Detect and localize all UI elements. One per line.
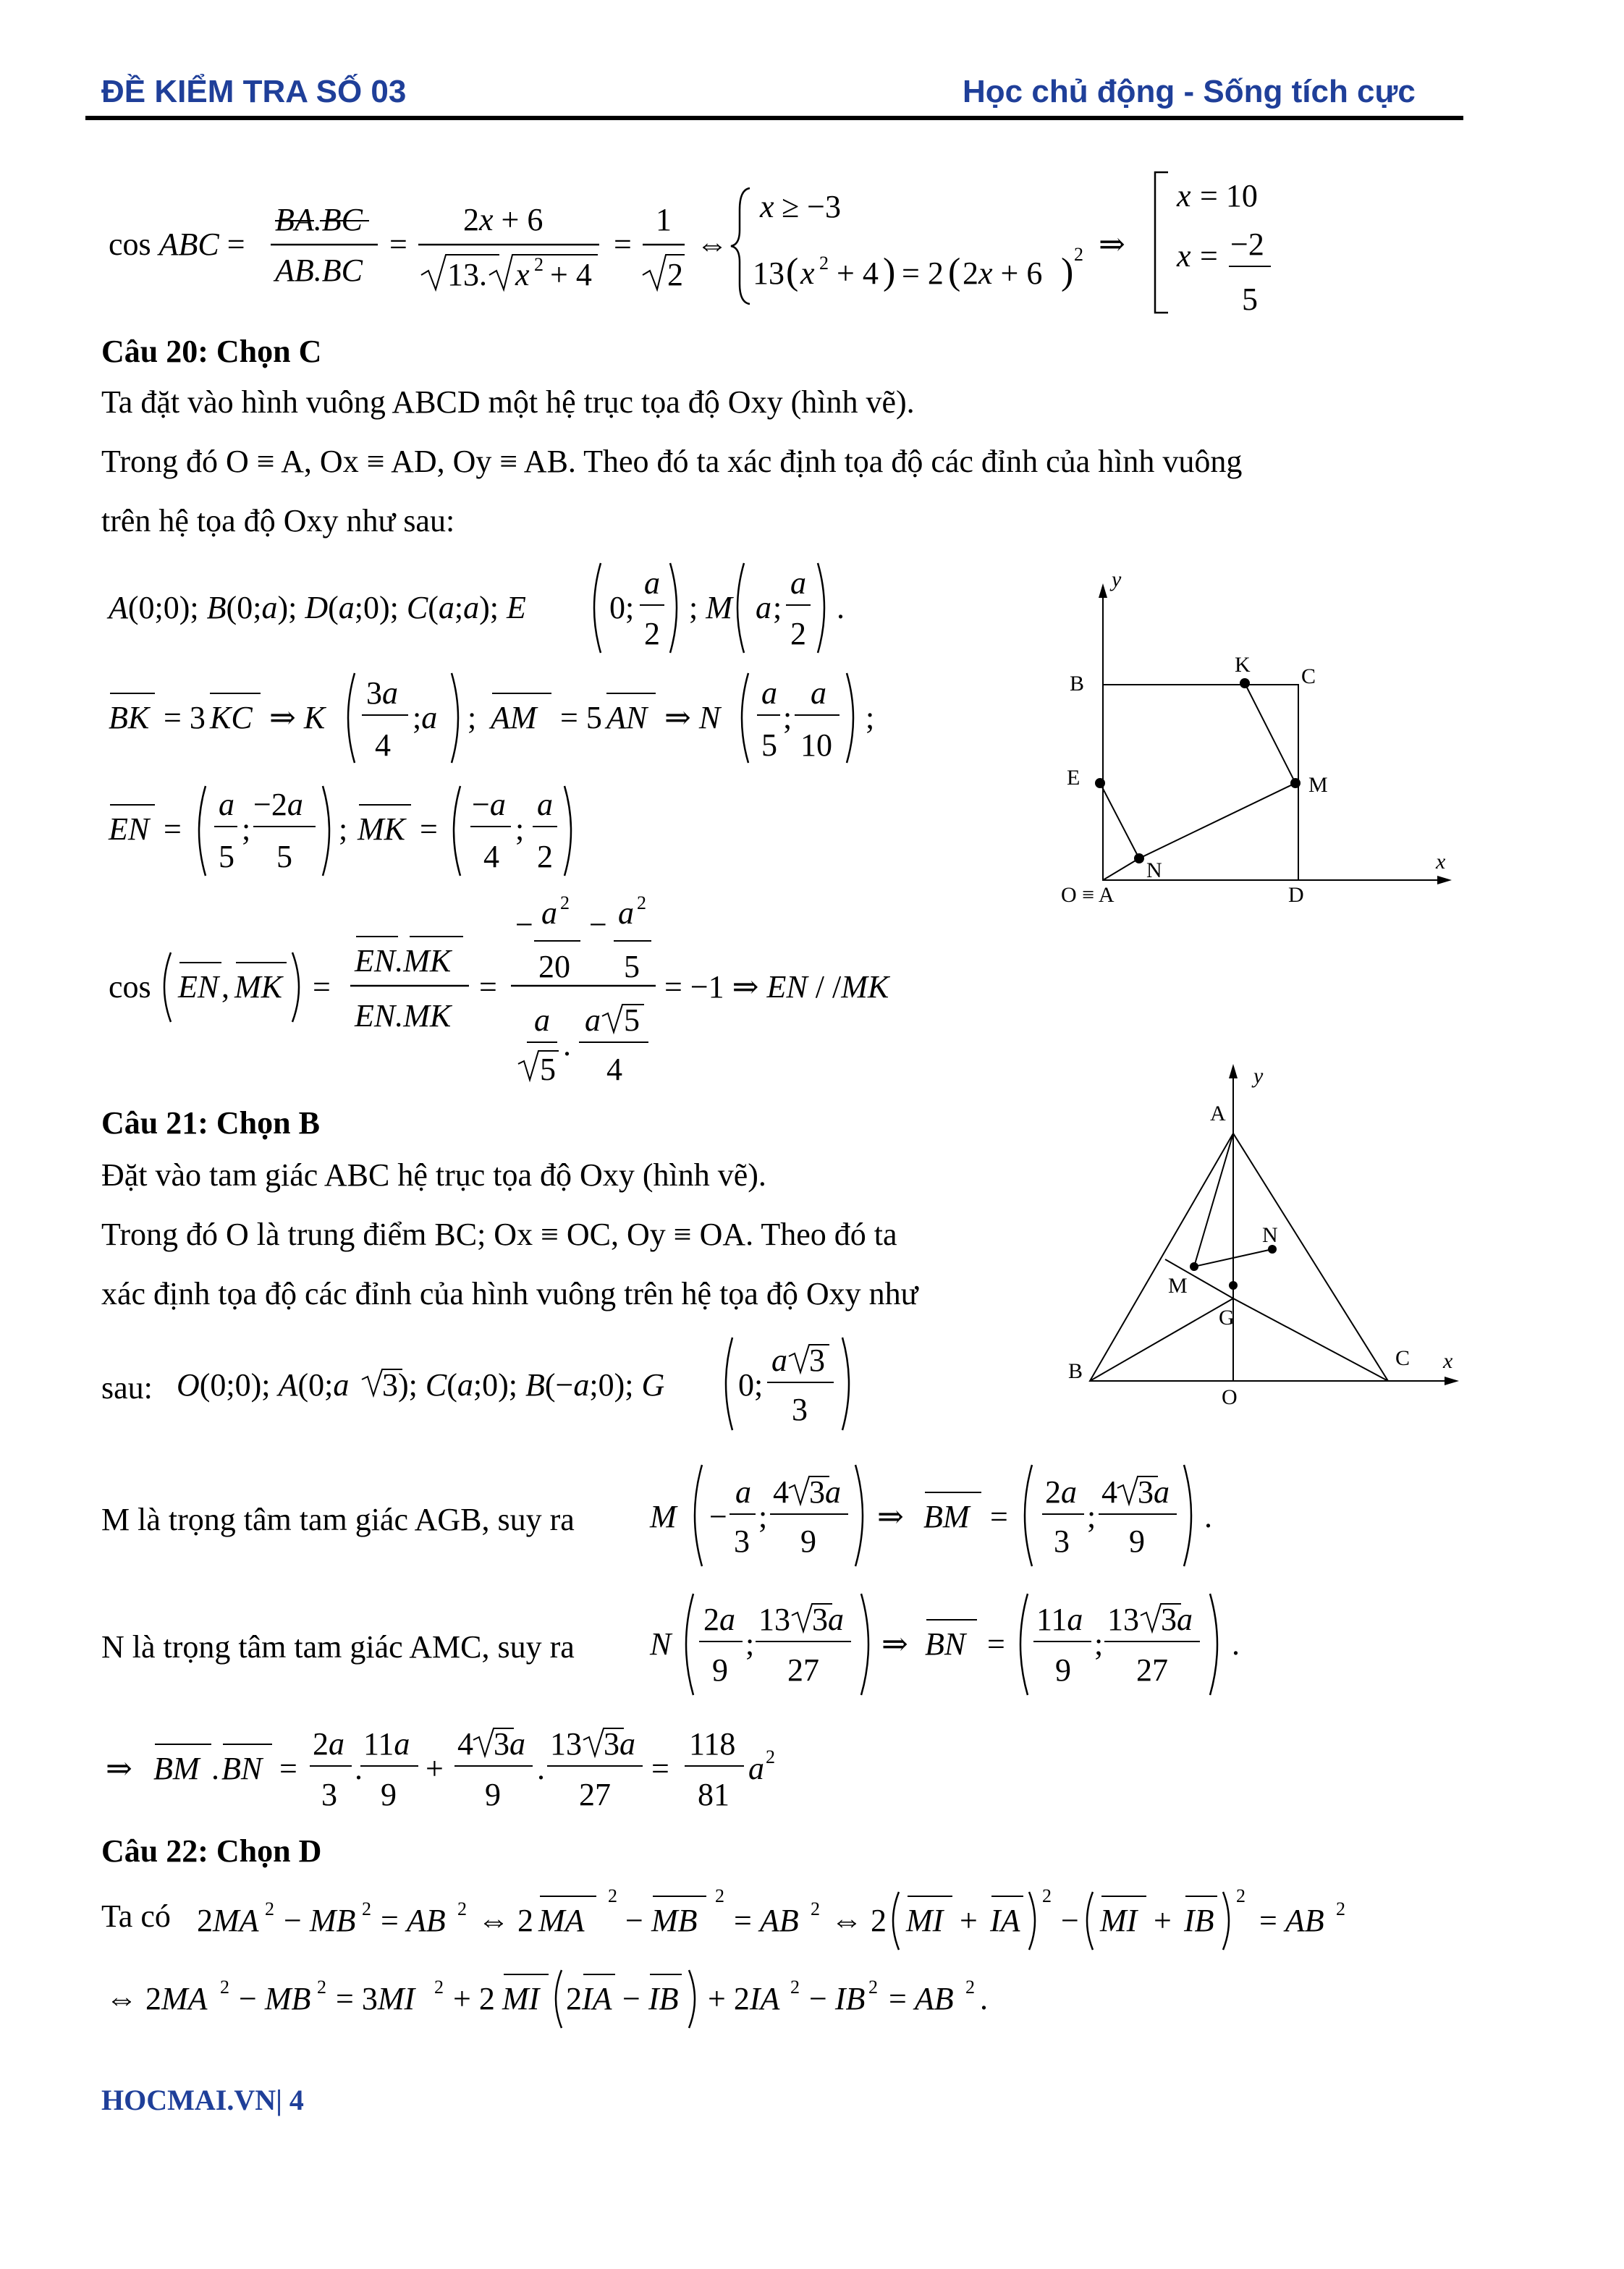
svg-text:MK: MK: [358, 811, 405, 847]
svg-text:a: a: [748, 1751, 764, 1786]
svg-text:M: M: [650, 1499, 677, 1534]
svg-text:= 10: = 10: [1200, 178, 1258, 214]
svg-text:a: a: [771, 1343, 787, 1378]
q21-para-2a: Trong đó O là trung điểm BC; Ox ≡ OC, Oy ≡ OA. Theo đó ta: [101, 1217, 897, 1252]
svg-text:.: .: [355, 1751, 363, 1786]
svg-text:2MA: 2MA: [197, 1903, 259, 1938]
svg-text:2: 2: [715, 1885, 724, 1906]
svg-text:= −1 ⇒ EN / /MK: = −1 ⇒ EN / /MK: [664, 969, 889, 1005]
svg-text:9: 9: [1129, 1524, 1145, 1559]
svg-text:x: x: [760, 189, 774, 224]
q21-para-2b: xác định tọa độ các đỉnh của hình vuông trên hệ tọa độ Oxy như: [101, 1276, 918, 1311]
svg-text:2: 2: [811, 1898, 820, 1919]
svg-text:− IB: − IB: [809, 1981, 866, 2016]
svg-text:=: =: [987, 1626, 1005, 1662]
svg-text:4: 4: [606, 1052, 622, 1087]
svg-text:a: a: [790, 565, 806, 601]
svg-text:;: ;: [1094, 1626, 1104, 1662]
svg-text:+: +: [960, 1903, 978, 1938]
svg-text:9: 9: [800, 1524, 816, 1559]
svg-text:118: 118: [689, 1726, 736, 1762]
svg-text:−: −: [709, 1499, 727, 1534]
svg-text:a: a: [219, 787, 234, 822]
svg-text:A(0;0); B(0;a); D(a;0); C(a;a): A(0;0); B(0;a); D(a;0); C(a;a); E: [109, 590, 526, 625]
svg-text:x: x: [515, 257, 530, 292]
svg-text:BN: BN: [925, 1626, 966, 1662]
fig20-label-d: D: [1288, 883, 1304, 907]
svg-text:2: 2: [1074, 244, 1083, 265]
svg-text:2a: 2a: [703, 1602, 735, 1637]
svg-text:2: 2: [965, 1977, 975, 1998]
svg-text:= AB: = AB: [1259, 1903, 1324, 1938]
svg-text:=: =: [614, 227, 632, 262]
svg-text:MI: MI: [502, 1981, 540, 2016]
svg-text:2x + 6: 2x + 6: [463, 202, 544, 237]
svg-text:(: (: [948, 251, 961, 292]
svg-text:−2a: −2a: [253, 787, 303, 822]
svg-text:N: N: [650, 1626, 672, 1662]
svg-text:): ): [883, 251, 896, 292]
q20-title: Câu 20: Chọn C: [101, 334, 322, 369]
svg-text:11a: 11a: [1036, 1602, 1083, 1637]
svg-text:;: ;: [1087, 1499, 1096, 1534]
svg-text:2: 2: [1236, 1885, 1246, 1906]
svg-text:): ): [1061, 251, 1074, 292]
svg-text:a: a: [811, 675, 826, 711]
svg-text:3a: 3a: [1161, 1602, 1193, 1637]
svg-text:=: =: [420, 811, 438, 847]
q22-line-2: [106, 1970, 988, 2028]
svg-text:.: .: [837, 590, 845, 625]
svg-text:2: 2: [1336, 1898, 1345, 1919]
svg-text:− MB: − MB: [239, 1981, 311, 2016]
svg-text:=: =: [313, 969, 331, 1005]
svg-text:≥ −3: ≥ −3: [782, 189, 841, 224]
svg-text:MI: MI: [1100, 1903, 1138, 1938]
svg-text:⇔: ⇔: [696, 227, 728, 262]
svg-text:5: 5: [761, 727, 777, 763]
svg-text:; M: ; M: [689, 590, 732, 625]
svg-text:2: 2: [560, 892, 570, 913]
svg-text:5: 5: [1242, 282, 1258, 317]
svg-text:BN: BN: [221, 1751, 263, 1786]
svg-text:9: 9: [1055, 1652, 1071, 1688]
fig21-label-b: B: [1068, 1359, 1083, 1383]
svg-text:4: 4: [483, 839, 499, 874]
footer: HOCMAI.VN| 4: [101, 2084, 304, 2116]
svg-text:13: 13: [758, 1602, 790, 1637]
svg-text:MB: MB: [651, 1903, 698, 1938]
svg-text:13: 13: [753, 255, 784, 291]
svg-text:;a: ;a: [413, 700, 438, 735]
svg-text:2a: 2a: [1045, 1474, 1077, 1510]
svg-text:= AB: = AB: [889, 1981, 954, 2016]
svg-text:x: x: [1177, 238, 1191, 274]
svg-text:;: ;: [783, 700, 792, 735]
svg-text:2: 2: [1042, 1885, 1052, 1906]
svg-text:2: 2: [457, 1898, 467, 1919]
svg-text:=: =: [279, 1751, 297, 1786]
svg-text:.: .: [211, 1751, 219, 1786]
svg-text:2: 2: [362, 1898, 371, 1919]
svg-text:81: 81: [698, 1777, 729, 1812]
svg-text:+ 4: + 4: [837, 255, 879, 291]
svg-text:IA: IA: [582, 1981, 612, 2016]
fig21-label-m: M: [1168, 1274, 1188, 1298]
header-right: Học chủ động - Sống tích cực: [963, 74, 1416, 109]
svg-text:11a: 11a: [363, 1726, 410, 1762]
svg-text:− MB: − MB: [284, 1903, 356, 1938]
fig21-label-c: C: [1395, 1346, 1411, 1370]
svg-text:⇔ 2MA: ⇔ 2MA: [106, 1981, 208, 2016]
svg-text:;: ;: [773, 590, 782, 625]
svg-text:AB.BC: AB.BC: [275, 253, 363, 288]
svg-text:2: 2: [534, 254, 544, 275]
svg-text:;: ;: [339, 811, 348, 847]
fig20-label-e: E: [1067, 766, 1080, 790]
svg-text:9: 9: [712, 1652, 728, 1688]
svg-text:= AB: = AB: [381, 1903, 446, 1938]
svg-text:;: ;: [242, 811, 251, 847]
svg-text:=: =: [990, 1499, 1008, 1534]
svg-text:0;: 0;: [738, 1367, 764, 1403]
svg-text:a: a: [735, 1474, 751, 1510]
svg-text:2: 2: [317, 1977, 326, 1998]
q21-n-text: N là trọng tâm tam giác AMC, suy ra: [101, 1629, 575, 1665]
svg-text:2: 2: [434, 1977, 444, 1998]
svg-text:2: 2: [868, 1977, 878, 1998]
fig21-label-o: O: [1222, 1385, 1238, 1409]
svg-text:4: 4: [1101, 1474, 1117, 1510]
svg-text:4: 4: [375, 727, 391, 763]
svg-text:2a: 2a: [313, 1726, 344, 1762]
svg-text:⇒: ⇒: [877, 1499, 904, 1534]
svg-text:x: x: [1177, 178, 1191, 214]
svg-text:4: 4: [773, 1474, 789, 1510]
svg-text:=: =: [479, 969, 497, 1005]
svg-text:cos: cos: [109, 969, 151, 1005]
svg-text:27: 27: [787, 1652, 819, 1688]
svg-text:EN.MK: EN.MK: [355, 943, 452, 979]
fig21-label-x: x: [1443, 1349, 1453, 1373]
svg-text:3a: 3a: [812, 1602, 844, 1637]
svg-text:AN: AN: [606, 700, 648, 735]
svg-text:.: .: [1204, 1499, 1212, 1534]
svg-text:a: a: [756, 590, 771, 625]
svg-text:13: 13: [550, 1726, 582, 1762]
fig20-label-c: C: [1301, 664, 1316, 688]
svg-text:BM: BM: [153, 1751, 200, 1786]
svg-text:2: 2: [790, 616, 806, 651]
svg-text:⇔ 2: ⇔ 2: [478, 1903, 533, 1938]
fig21-label-y: y: [1253, 1064, 1264, 1088]
svg-text:x: x: [800, 255, 815, 291]
svg-text:−a: −a: [472, 787, 506, 822]
svg-text:=: =: [164, 811, 182, 847]
fig21-label-g: G: [1219, 1306, 1235, 1330]
svg-text:=: =: [389, 227, 407, 262]
svg-text:BK: BK: [109, 700, 150, 735]
svg-text:3: 3: [809, 1343, 825, 1378]
svg-text:BM: BM: [923, 1499, 970, 1534]
svg-text:5: 5: [276, 839, 292, 874]
svg-text:;: ;: [745, 1626, 755, 1662]
header-left: ĐỀ KIỂM TRA SỐ 03: [101, 74, 407, 109]
svg-text:−: −: [625, 1903, 643, 1938]
svg-text:IB: IB: [648, 1981, 679, 2016]
svg-text:2: 2: [265, 1898, 274, 1919]
svg-text:5: 5: [540, 1052, 556, 1087]
q21-m-text: M là trọng tâm tam giác AGB, suy ra: [101, 1502, 575, 1537]
q20-para-2a: Trong đó O ≡ A, Ox ≡ AD, Oy ≡ AB. Theo đó ta xác định tọa độ các đỉnh của hình vuông: [101, 444, 1243, 479]
svg-text:a: a: [585, 1002, 601, 1038]
svg-text:EN.MK: EN.MK: [355, 998, 452, 1034]
svg-text:−: −: [622, 1981, 640, 2016]
svg-text:3: 3: [792, 1392, 808, 1427]
svg-text:27: 27: [579, 1777, 611, 1812]
q22-para-1: Ta có: [101, 1898, 171, 1934]
svg-text:4: 4: [457, 1726, 473, 1762]
svg-text:KC: KC: [210, 700, 253, 735]
svg-text:−: −: [1061, 1903, 1079, 1938]
svg-text:1: 1: [656, 202, 672, 237]
svg-text:−: −: [515, 907, 533, 942]
svg-text:13.: 13.: [447, 257, 487, 292]
svg-text:a: a: [537, 787, 553, 822]
svg-text:+ 2IA: + 2IA: [708, 1981, 780, 2016]
svg-text:.: .: [1232, 1626, 1240, 1662]
svg-text:MA: MA: [538, 1903, 585, 1938]
svg-text:13: 13: [1107, 1602, 1139, 1637]
q20-para-1: Ta đặt vào hình vuông ABCD một hệ trục tọa độ Oxy (hình vẽ).: [101, 384, 915, 420]
q21-para-1: Đặt vào tam giác ABC hệ trục tọa độ Oxy (hình vẽ).: [101, 1157, 766, 1193]
svg-text:+: +: [1154, 1903, 1172, 1938]
svg-text:9: 9: [485, 1777, 501, 1812]
svg-text:= 3: = 3: [164, 700, 206, 735]
svg-text:=: =: [651, 1751, 669, 1786]
svg-text:MK: MK: [234, 969, 282, 1005]
svg-text:a: a: [534, 1002, 550, 1038]
fig21-label-n: N: [1262, 1223, 1278, 1247]
svg-text:O(0;0); A(0;a: O(0;0); A(0;a: [177, 1367, 350, 1403]
svg-text:2: 2: [790, 1977, 800, 1998]
svg-text:⇒: ⇒: [881, 1626, 908, 1662]
svg-text:cos ABC =: cos ABC =: [109, 227, 245, 262]
svg-text:+: +: [426, 1751, 444, 1786]
q22-title: Câu 22: Chọn D: [101, 1833, 322, 1869]
fig20-label-n: N: [1146, 858, 1162, 882]
svg-text:2: 2: [766, 1746, 775, 1767]
svg-text:3a: 3a: [366, 675, 398, 711]
svg-text:;: ;: [758, 1499, 768, 1534]
q21-title: Câu 21: Chọn B: [101, 1105, 320, 1141]
svg-text:AM: AM: [491, 700, 537, 735]
svg-text:20: 20: [538, 949, 570, 984]
svg-text:0;: 0;: [609, 590, 635, 625]
svg-text:.: .: [537, 1751, 545, 1786]
svg-text:⇒: ⇒: [1099, 227, 1125, 262]
fig20-label-b: B: [1070, 672, 1085, 696]
svg-text:MI: MI: [906, 1903, 944, 1938]
svg-text:⇒: ⇒: [106, 1751, 132, 1786]
svg-text:BA.BC: BA.BC: [275, 202, 363, 237]
svg-text:3: 3: [734, 1524, 750, 1559]
svg-text:(: (: [786, 251, 799, 292]
fig20-label-x: x: [1436, 850, 1446, 874]
svg-text:2: 2: [608, 1885, 617, 1906]
svg-text:10: 10: [800, 727, 832, 763]
svg-text:5: 5: [219, 839, 234, 874]
fig20-label-m: M: [1308, 773, 1328, 797]
svg-text:3: 3: [1054, 1524, 1070, 1559]
svg-text:+ 4: + 4: [550, 257, 592, 292]
svg-text:a: a: [541, 895, 557, 931]
q20-para-2b: trên hệ tọa độ Oxy như sau:: [101, 503, 455, 538]
svg-text:2x + 6: 2x + 6: [963, 255, 1043, 291]
svg-text:= AB: = AB: [734, 1903, 799, 1938]
svg-text:⇒ K: ⇒ K: [269, 700, 326, 735]
svg-text:⇔ 2: ⇔ 2: [831, 1903, 887, 1938]
svg-text:;: ;: [866, 700, 875, 735]
svg-text:3); C(a;0); B(−a;0); G: 3); C(a;0); B(−a;0); G: [382, 1367, 665, 1403]
svg-text:9: 9: [381, 1777, 397, 1812]
svg-text:EN: EN: [109, 811, 150, 847]
svg-text:a: a: [618, 895, 634, 931]
svg-text:2: 2: [537, 839, 553, 874]
svg-text:;: ;: [515, 811, 525, 847]
svg-text:,: ,: [221, 969, 229, 1005]
svg-text:2: 2: [819, 253, 829, 274]
svg-text:.: .: [980, 1981, 988, 2016]
svg-text:a: a: [761, 675, 777, 711]
svg-text:IB: IB: [1184, 1903, 1214, 1938]
svg-text:27: 27: [1136, 1652, 1168, 1688]
fig21-label-a: A: [1210, 1102, 1226, 1125]
fig20-label-k: K: [1235, 653, 1251, 677]
svg-text:IA: IA: [990, 1903, 1020, 1938]
svg-text:= 5: = 5: [560, 700, 602, 735]
svg-text:+ 2: + 2: [453, 1981, 495, 2016]
fig20-label-oa: O ≡ A: [1061, 883, 1115, 907]
svg-text:2: 2: [566, 1981, 582, 2016]
svg-text:−: −: [589, 907, 607, 942]
svg-text:;: ;: [468, 700, 477, 735]
svg-text:= 2: = 2: [902, 255, 944, 291]
svg-text:3a: 3a: [809, 1474, 841, 1510]
svg-text:= 3MI: = 3MI: [336, 1981, 415, 2016]
svg-text:3a: 3a: [604, 1726, 635, 1762]
svg-text:a: a: [644, 565, 660, 601]
svg-text:EN: EN: [178, 969, 219, 1005]
svg-text:2: 2: [644, 616, 660, 651]
svg-text:3: 3: [321, 1777, 337, 1812]
svg-text:−2: −2: [1230, 227, 1264, 262]
q21-para-2c: sau:: [101, 1370, 153, 1406]
svg-text:2: 2: [667, 257, 683, 292]
svg-text:5: 5: [624, 949, 640, 984]
q22-line-1: [197, 1885, 1345, 1950]
svg-text:5: 5: [624, 1002, 640, 1038]
svg-text:.: .: [563, 1027, 571, 1062]
fig20-label-y: y: [1112, 567, 1122, 591]
svg-text:3a: 3a: [1138, 1474, 1170, 1510]
svg-text:⇒ N: ⇒ N: [664, 700, 721, 735]
svg-text:2: 2: [220, 1977, 229, 1998]
svg-text:3a: 3a: [494, 1726, 525, 1762]
svg-text:=: =: [1200, 238, 1218, 274]
svg-text:2: 2: [637, 892, 646, 913]
